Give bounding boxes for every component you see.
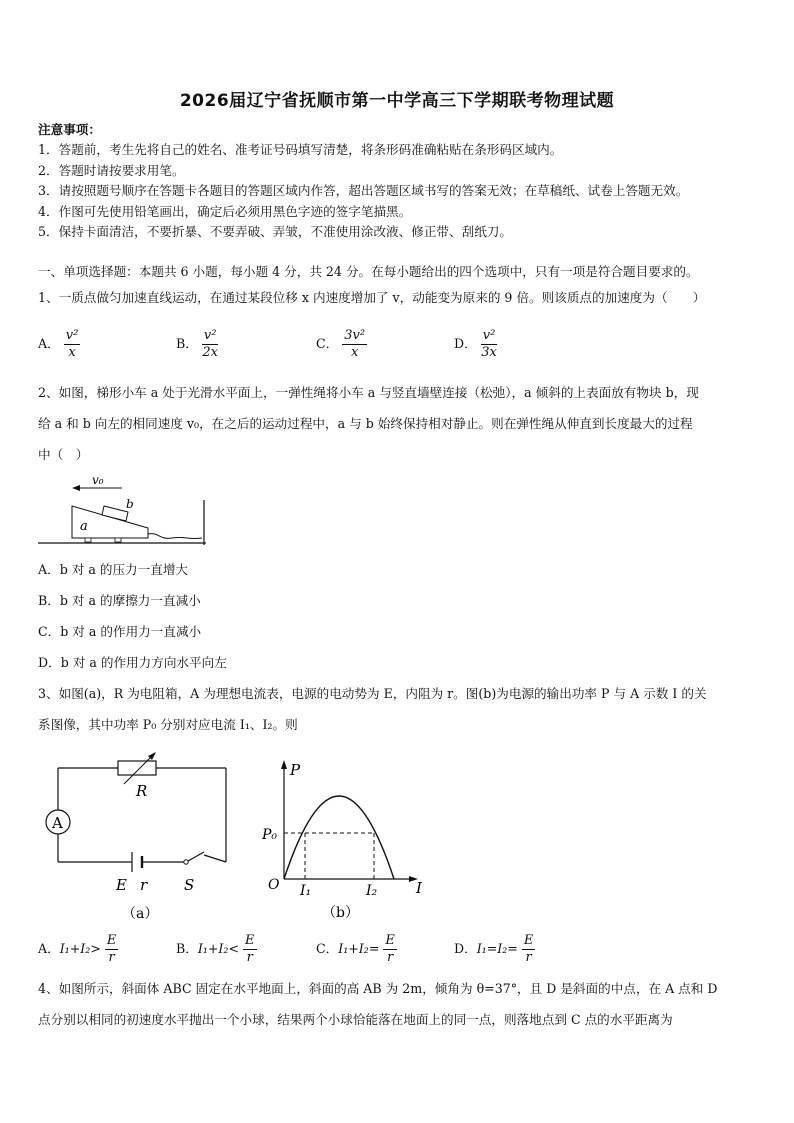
q3-option-a-label: A． (38, 941, 60, 956)
graph-caption: （b） (322, 905, 359, 921)
q1-option-a-num: v² (65, 328, 79, 343)
q3-power-graph (262, 757, 432, 925)
q2-option-a: A．b 对 a 的压力一直增大 (38, 562, 189, 577)
cart-a-label: a (80, 519, 88, 534)
q3-option-a-den: r (108, 950, 115, 965)
emf-label: E (116, 876, 127, 894)
i2-label: I₂ (366, 883, 378, 899)
q1-stem: 1、一质点做匀加速直线运动，在通过某段位移 x 内速度增加了 v，动能变为原来的 9 倍。则该质点的加速度为（ ） (38, 290, 706, 305)
i1-label: I₁ (300, 883, 312, 899)
q3-option-a-fraction (105, 933, 119, 966)
p-axis-arrow (281, 760, 287, 769)
q3-option-c-expr: I₁+I₂= (338, 941, 380, 956)
velocity-label: v₀ (92, 473, 104, 487)
q2-figure-cart (38, 470, 208, 552)
switch-contact-left (184, 860, 188, 864)
q1-option-d-den: 3x (481, 345, 497, 360)
switch-arm (204, 855, 226, 862)
q2-option-b: B．b 对 a 的摩擦力一直减小 (38, 593, 201, 608)
notice-item-1: 1．答题前，考生先将自己的姓名、准考证号码填写清楚，将条形码准确粘贴在条形码区域内。 (38, 142, 563, 157)
q3-option-b-expr: I₁+I₂< (197, 941, 240, 956)
q3-option-b-den: r (246, 950, 253, 965)
q3-option-c-fraction (383, 933, 397, 966)
q3-stem-line-1: 3、如图(a)，R 为电阻箱，A 为理想电流表，电源的电动势为 E，内阻为 r。图(b)为电源的输出功率 P 与 A 示数 I 的关 (38, 686, 707, 701)
q1-option-b-fraction (202, 328, 219, 361)
q1-option-a-den: x (68, 345, 76, 360)
wheel-left (85, 538, 91, 542)
notice-item-3: 3．请按照题号顺序在答题卡各题目的答题区域内作答，超出答题区域书写的答案无效；在草稿纸、试卷上答题无效。 (38, 183, 689, 198)
origin-label: O (268, 877, 280, 893)
q3-option-a-num: E (106, 933, 117, 948)
q1-option-d (454, 328, 497, 361)
q1-option-c-num: 3v² (344, 328, 366, 343)
q1-option-c-label: C． (316, 336, 339, 351)
notice-item-4: 4．作图可先使用铅笔画出，确定后必须用黑色字迹的签字笔描黑。 (38, 204, 412, 219)
q3-option-d-den: r (525, 950, 532, 965)
q2-option-d: D．b 对 a 的作用力方向水平向左 (38, 655, 227, 670)
q3-option-c-num: E (385, 933, 395, 948)
q3-stem-line-2: 系图像，其中功率 P₀ 分别对应电流 I₁、I₂。则 (38, 717, 298, 732)
q3-option-d-fraction (522, 933, 536, 966)
p-axis-label: P (290, 761, 301, 779)
section-heading: 一、单项选择题：本题共 6 小题，每小题 4 分，共 24 分。在每小题给出的四个选项中，只有一项是符合题目要求的。 (38, 264, 699, 279)
resistor-label: R (136, 782, 148, 800)
q2-stem-line-3: 中（ ） (38, 447, 89, 462)
q3-option-b-label: B． (176, 941, 198, 956)
q3-option-c-label: C． (316, 941, 339, 956)
q4-stem-line-2: 点分别以相同的初速度水平抛出一个小球，结果两个小球恰能落在地面上的同一点，则落地点到 C 点的水平距离为 (38, 1012, 673, 1027)
q1-option-b-label: B． (176, 336, 198, 351)
velocity-arrow-head (72, 485, 80, 491)
resistor-box (118, 761, 156, 775)
notice-heading: 注意事项： (38, 122, 101, 137)
q1-option-c-fraction (342, 328, 367, 361)
q2-stem-line-2: 给 a 和 b 向左的相同速度 v₀，在之后的运动过程中，a 与 b 始终保持相对静止。则在弹性绳从伸直到长度最大的过程 (38, 416, 693, 431)
q3-option-c-den: r (387, 950, 394, 965)
q2-option-c: C．b 对 a 的作用力一直减小 (38, 624, 202, 639)
power-curve (284, 796, 394, 879)
i-axis-label: I (416, 879, 422, 897)
block-b-label: b (126, 497, 134, 511)
q1-option-b-num: v² (203, 328, 217, 343)
p0-label: P₀ (262, 827, 278, 843)
q4-stem-line-1: 4、如图所示，斜面体 ABC 固定在水平地面上，斜面的高 AB 为 2m，倾角为 θ=37°，且 D 是斜面的中点，在 A 点和 D (38, 981, 718, 996)
q1-option-a-label: A． (38, 336, 60, 351)
notice-item-5: 5．保持卡面清洁，不要折暴、不要弄破、弄皱，不准使用涂改液、修正带、刮纸刀。 (38, 224, 512, 239)
q3-option-c (316, 933, 397, 966)
internal-resistance-label: r (140, 876, 148, 894)
exam-title: 2026届辽宁省抚顺市第一中学高三下学期联考物理试题 (179, 91, 615, 111)
q1-option-a (38, 328, 80, 361)
q3-option-d (454, 933, 535, 966)
q3-option-a-expr: I₁+I₂> (59, 941, 101, 956)
q3-option-d-expr: I₁=I₂= (476, 941, 518, 956)
wheel-right (115, 538, 121, 542)
ammeter-label: A (52, 814, 63, 832)
q3-option-a (38, 933, 118, 966)
q3-option-b-fraction (243, 933, 257, 966)
q1-option-b-den: 2x (202, 345, 218, 360)
q1-option-c-den: x (350, 345, 359, 360)
q1-option-d-label: D． (454, 336, 477, 351)
q1-option-b (176, 328, 218, 361)
q1-option-c (316, 328, 367, 361)
notice-item-2: 2．答题时请按要求用笔。 (38, 163, 185, 178)
switch-label: S (184, 876, 195, 894)
q3-option-b-num: E (245, 933, 255, 948)
q3-option-d-label: D． (454, 941, 477, 956)
elastic-rope (148, 534, 202, 539)
q2-stem-line-1: 2、如图，梯形小车 a 处于光滑水平面上，一弹性绳将小车 a 与竖直墙壁连接（松弛），a 倾斜的上表面放有物块 b，现 (38, 385, 699, 400)
q1-option-d-fraction (481, 328, 498, 361)
q1-option-d-num: v² (482, 328, 496, 343)
q1-option-a-fraction (64, 328, 81, 361)
switch-lever (188, 852, 204, 861)
q3-option-b (176, 933, 257, 966)
q3-option-d-num: E (523, 933, 534, 948)
circuit-caption: （a） (122, 906, 159, 922)
q3-circuit-figure (38, 750, 238, 925)
